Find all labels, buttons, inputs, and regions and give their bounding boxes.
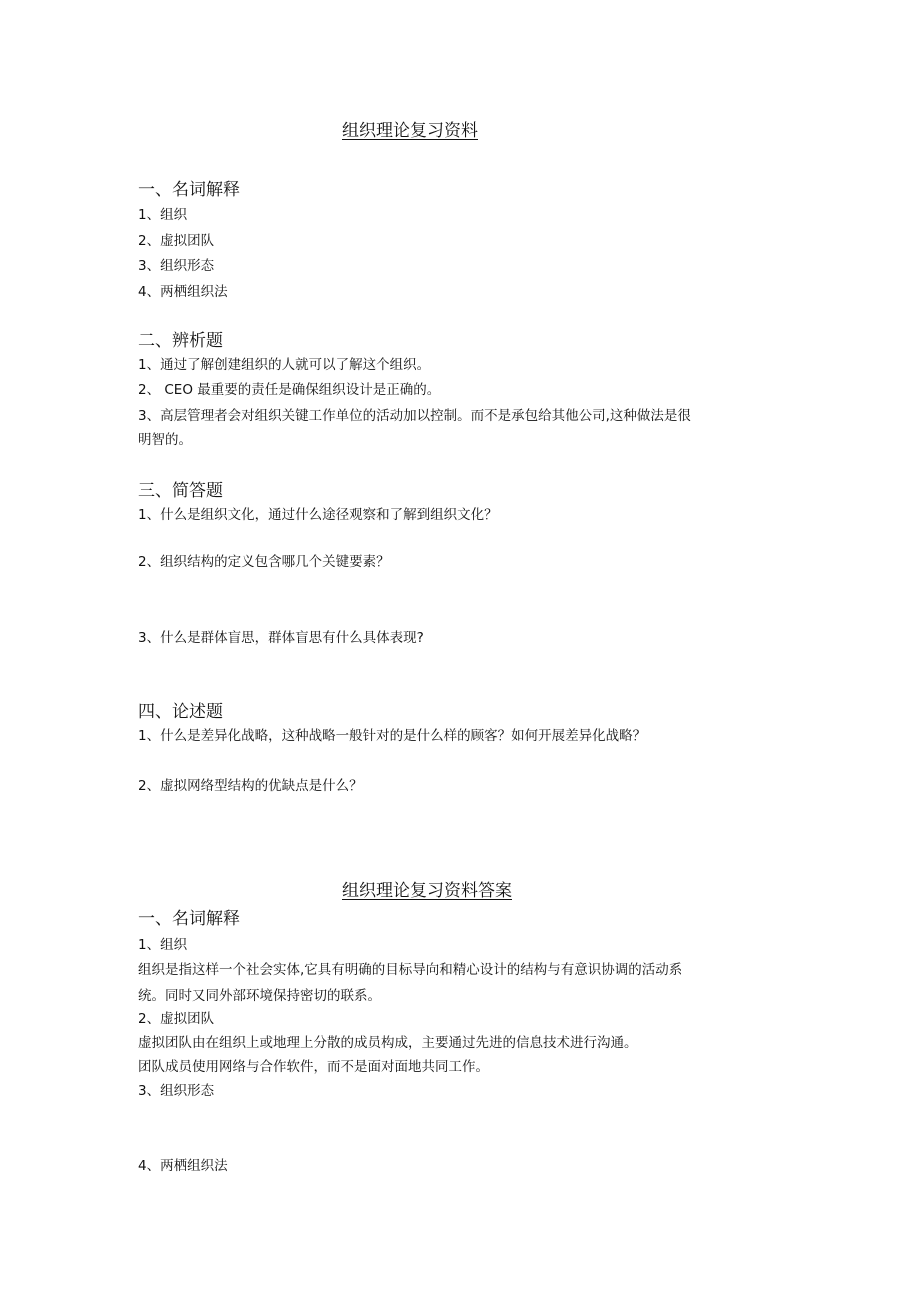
question-item: 3、高层管理者会对组织关键工作单位的活动加以控制。而不是承包给其他公司,这种做法是很 [138,408,691,424]
section-heading: 一、名词解释 [138,909,240,929]
question-item: 3、组织形态 [138,258,215,274]
answer-line: 2、虚拟团队 [138,1011,215,1027]
section-heading: 二、辨析题 [138,331,223,351]
question-item: 1、什么是组织文化，通过什么途径观察和了解到组织文化？ [138,507,498,523]
section-heading: 四、论述题 [138,702,223,722]
answer-line: 统。同时又同外部环境保持密切的联系。 [138,988,381,1004]
question-item: 2、组织结构的定义包含哪几个关键要素？ [138,554,390,570]
answer-line: 组织是指这样一个社会实体,它具有明确的目标导向和精心设计的结构与有意识协调的活动系 [138,962,683,978]
document-title: 组织理论复习资料 [342,121,478,141]
question-item: 3、什么是群体盲思，群体盲思有什么具体表现? [138,630,424,646]
question-item: 1、通过了解创建组织的人就可以了解这个组织。 [138,357,431,373]
question-item: 2、虚拟网络型结构的优缺点是什么？ [138,778,363,794]
answer-line: 虚拟团队由在组织上或地理上分散的成员构成，主要通过先进的信息技术进行沟通。 [138,1035,638,1051]
question-item: 1、组织 [138,207,188,223]
question-item: 明智的。 [138,432,192,448]
answers-title: 组织理论复习资料答案 [342,881,512,901]
answer-line: 团队成员使用网络与合作软件，而不是面对面地共同工作。 [138,1059,489,1075]
section-heading: 一、名词解释 [138,180,240,200]
answer-line: 1、组织 [138,937,188,953]
question-item: 1、什么是差异化战略，这种战略一般针对的是什么样的顾客？如何开展差异化战略？ [138,728,647,744]
question-item: 4、两栖组织法 [138,284,228,300]
section-heading: 三、简答题 [138,481,223,501]
answer-line: 3、组织形态 [138,1083,215,1099]
question-item: 2、虚拟团队 [138,233,215,249]
question-item: 2、 CEO 最重要的责任是确保组织设计是正确的。 [138,382,441,398]
answer-line: 4、两栖组织法 [138,1158,228,1174]
